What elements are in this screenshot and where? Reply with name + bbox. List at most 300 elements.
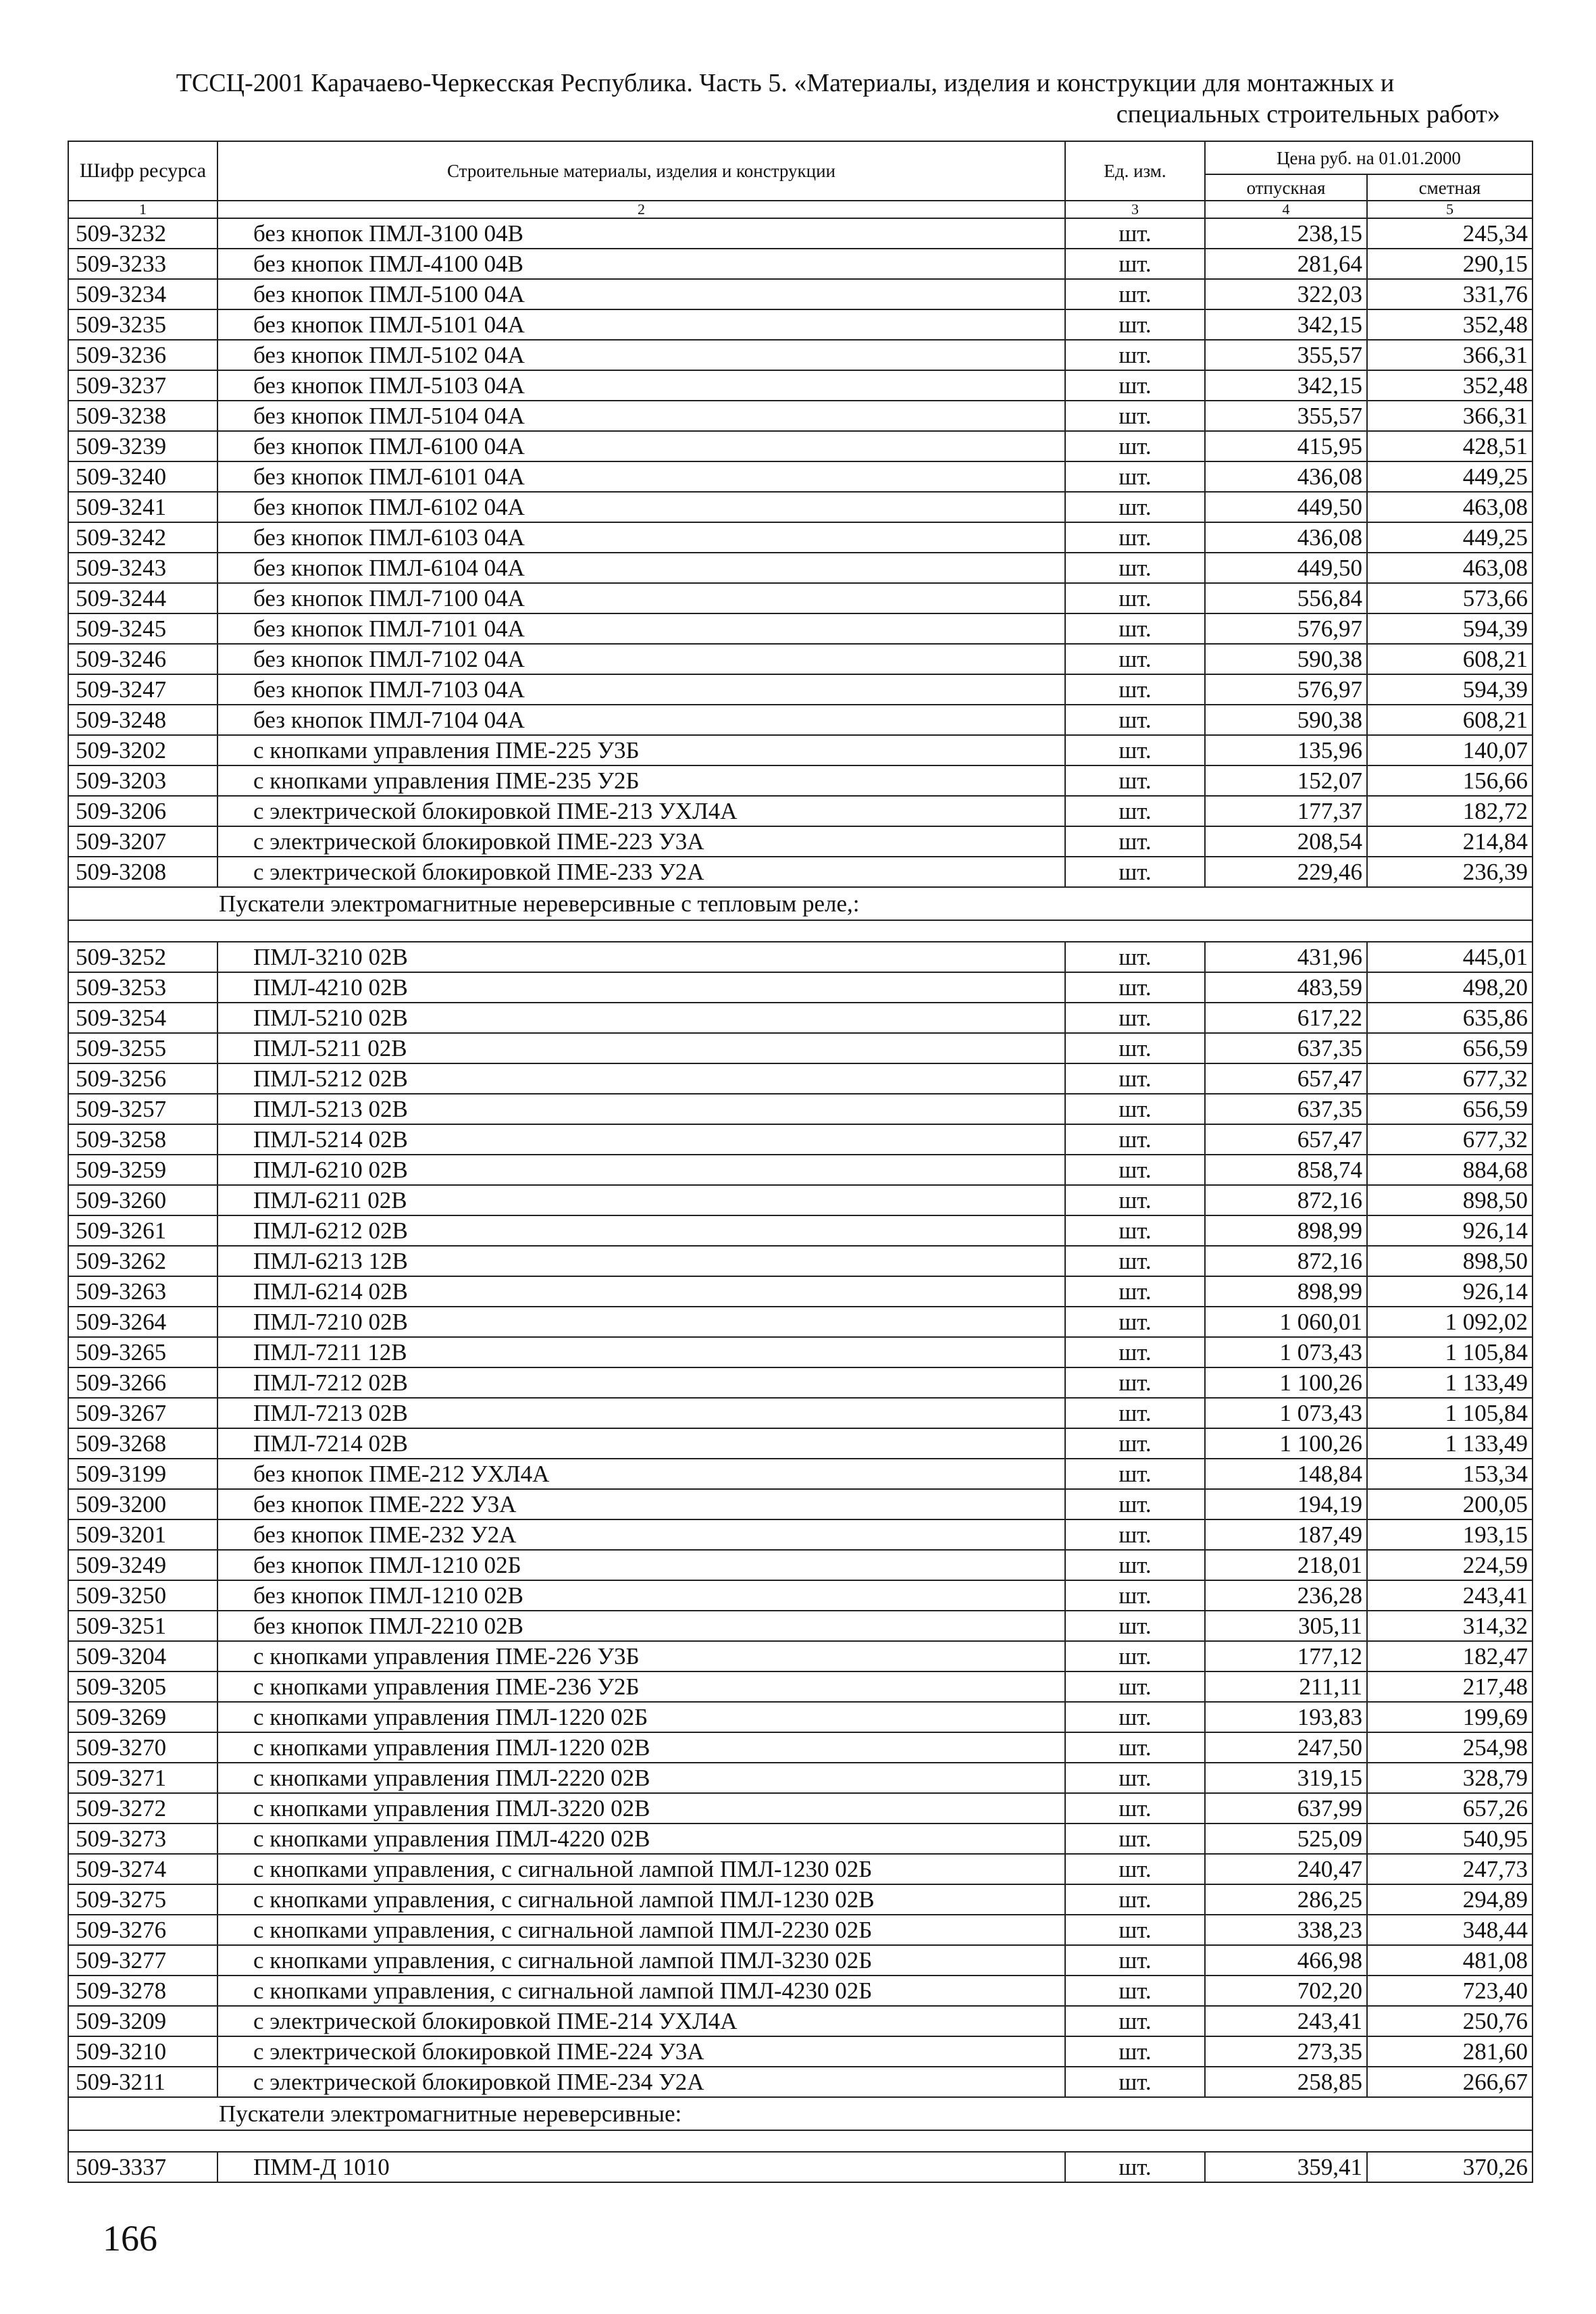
table-row — [68, 644, 1533, 674]
release-price: 898,99 — [1205, 1276, 1367, 1307]
resource-code: 509-3269 — [68, 1702, 217, 1732]
material-name: с электрической блокировкой ПМЕ-223 У3А — [217, 826, 1065, 857]
estimate-price: 199,69 — [1367, 1702, 1533, 1732]
resource-code: 509-3250 — [68, 1580, 217, 1611]
material-name: с кнопками управления ПМЕ-235 У2Б — [217, 765, 1065, 796]
material-name: без кнопок ПМЛ-6100 04А — [217, 431, 1065, 461]
resource-code: 509-3240 — [68, 461, 217, 492]
release-price: 211,11 — [1205, 1671, 1367, 1702]
unit-cell: шт. — [1065, 2067, 1205, 2097]
unit-cell: шт. — [1065, 1550, 1205, 1580]
table-row — [68, 1976, 1533, 2006]
section-spacer-row — [68, 920, 1533, 942]
estimate-price: 236,39 — [1367, 857, 1533, 887]
release-price: 247,50 — [1205, 1732, 1367, 1763]
header-price: Цена руб. на 01.01.2000 — [1205, 141, 1533, 174]
table-row — [68, 796, 1533, 826]
resource-code: 509-3232 — [68, 218, 217, 249]
unit-cell: шт. — [1065, 340, 1205, 370]
estimate-price: 1 105,84 — [1367, 1398, 1533, 1428]
estimate-price: 153,34 — [1367, 1459, 1533, 1489]
material-name: ПМЛ-5211 02В — [217, 1033, 1065, 1063]
resource-code: 509-3243 — [68, 553, 217, 583]
material-name: с кнопками управления, с сигнальной лампой ПМЛ-1230 02В — [217, 1884, 1065, 1915]
release-price: 135,96 — [1205, 735, 1367, 765]
estimate-price: 463,08 — [1367, 553, 1533, 583]
unit-cell: шт. — [1065, 431, 1205, 461]
resource-code: 509-3248 — [68, 705, 217, 735]
estimate-price: 926,14 — [1367, 1276, 1533, 1307]
release-price: 218,01 — [1205, 1550, 1367, 1580]
release-price: 657,47 — [1205, 1124, 1367, 1155]
unit-cell: шт. — [1065, 249, 1205, 279]
table-row — [68, 1063, 1533, 1094]
material-name: без кнопок ПМЛ-4100 04В — [217, 249, 1065, 279]
unit-cell: шт. — [1065, 796, 1205, 826]
column-number: 5 — [1367, 201, 1533, 218]
resource-code: 509-3337 — [68, 2152, 217, 2182]
release-price: 872,16 — [1205, 1185, 1367, 1215]
estimate-price: 1 105,84 — [1367, 1337, 1533, 1367]
header-release: отпускная — [1205, 174, 1367, 201]
unit-cell: шт. — [1065, 705, 1205, 735]
release-price: 193,83 — [1205, 1702, 1367, 1732]
resource-code: 509-3204 — [68, 1641, 217, 1671]
column-number: 1 — [68, 201, 217, 218]
material-name: с кнопками управления, с сигнальной лампой ПМЛ-4230 02Б — [217, 1976, 1065, 2006]
unit-cell: шт. — [1065, 1793, 1205, 1823]
estimate-price: 156,66 — [1367, 765, 1533, 796]
estimate-price: 224,59 — [1367, 1550, 1533, 1580]
table-row — [68, 431, 1533, 461]
material-name: с кнопками управления, с сигнальной лампой ПМЛ-2230 02Б — [217, 1915, 1065, 1945]
estimate-price: 281,60 — [1367, 2036, 1533, 2067]
material-name: без кнопок ПМЛ-6104 04А — [217, 553, 1065, 583]
release-price: 1 073,43 — [1205, 1398, 1367, 1428]
material-name: с электрической блокировкой ПМЕ-224 У3А — [217, 2036, 1065, 2067]
release-price: 305,11 — [1205, 1611, 1367, 1641]
release-price: 415,95 — [1205, 431, 1367, 461]
resource-code: 509-3276 — [68, 1915, 217, 1945]
unit-cell: шт. — [1065, 1945, 1205, 1976]
unit-cell: шт. — [1065, 1124, 1205, 1155]
release-price: 240,47 — [1205, 1854, 1367, 1884]
unit-cell: шт. — [1065, 1215, 1205, 1246]
estimate-price: 428,51 — [1367, 431, 1533, 461]
unit-cell: шт. — [1065, 1033, 1205, 1063]
material-name: без кнопок ПМЛ-1210 02Б — [217, 1550, 1065, 1580]
table-row — [68, 942, 1533, 972]
material-name: ПМЛ-6212 02В — [217, 1215, 1065, 1246]
resource-code: 509-3270 — [68, 1732, 217, 1763]
resource-code: 509-3273 — [68, 1823, 217, 1854]
table-row — [68, 1215, 1533, 1246]
estimate-price: 463,08 — [1367, 492, 1533, 522]
material-name: с кнопками управления ПМЛ-4220 02В — [217, 1823, 1065, 1854]
release-price: 238,15 — [1205, 218, 1367, 249]
table-row — [68, 1823, 1533, 1854]
release-price: 1 100,26 — [1205, 1428, 1367, 1459]
unit-cell: шт. — [1065, 613, 1205, 644]
material-name: без кнопок ПМЕ-232 У2А — [217, 1519, 1065, 1550]
table-row — [68, 279, 1533, 309]
material-name: с электрической блокировкой ПМЕ-233 У2А — [217, 857, 1065, 887]
material-name: с кнопками управления, с сигнальной лампой ПМЛ-1230 02Б — [217, 1854, 1065, 1884]
table-row — [68, 1550, 1533, 1580]
resource-code: 509-3256 — [68, 1063, 217, 1094]
unit-cell: шт. — [1065, 461, 1205, 492]
estimate-price: 182,72 — [1367, 796, 1533, 826]
table-row — [68, 309, 1533, 340]
estimate-price: 445,01 — [1367, 942, 1533, 972]
table-row — [68, 1915, 1533, 1945]
material-name: ПМЛ-5210 02В — [217, 1003, 1065, 1033]
estimate-price: 656,59 — [1367, 1033, 1533, 1063]
material-name: без кнопок ПМЛ-7101 04А — [217, 613, 1065, 644]
resource-code: 509-3268 — [68, 1428, 217, 1459]
resource-code: 509-3233 — [68, 249, 217, 279]
resource-code: 509-3238 — [68, 401, 217, 431]
release-price: 436,08 — [1205, 461, 1367, 492]
table-row — [68, 826, 1533, 857]
estimate-price: 540,95 — [1367, 1823, 1533, 1854]
unit-cell: шт. — [1065, 1003, 1205, 1033]
unit-cell: шт. — [1065, 553, 1205, 583]
release-price: 590,38 — [1205, 705, 1367, 735]
release-price: 342,15 — [1205, 309, 1367, 340]
release-price: 657,47 — [1205, 1063, 1367, 1094]
material-name: ПМЛ-4210 02В — [217, 972, 1065, 1003]
resource-code: 509-3261 — [68, 1215, 217, 1246]
release-price: 1 100,26 — [1205, 1367, 1367, 1398]
resource-code: 509-3209 — [68, 2006, 217, 2036]
unit-cell: шт. — [1065, 1580, 1205, 1611]
unit-cell: шт. — [1065, 1246, 1205, 1276]
unit-cell: шт. — [1065, 1185, 1205, 1215]
release-price: 1 060,01 — [1205, 1307, 1367, 1337]
material-name: с электрической блокировкой ПМЕ-234 У2А — [217, 2067, 1065, 2097]
unit-cell: шт. — [1065, 218, 1205, 249]
estimate-price: 677,32 — [1367, 1063, 1533, 1094]
material-name: с кнопками управления ПМЛ-1220 02Б — [217, 1702, 1065, 1732]
material-name: с кнопками управления ПМЕ-225 У3Б — [217, 735, 1065, 765]
table-row — [68, 735, 1533, 765]
material-name: ПМЛ-6213 12В — [217, 1246, 1065, 1276]
estimate-price: 250,76 — [1367, 2006, 1533, 2036]
table-row — [68, 2152, 1533, 2182]
unit-cell: шт. — [1065, 1641, 1205, 1671]
table-row — [68, 1124, 1533, 1155]
estimate-price: 254,98 — [1367, 1732, 1533, 1763]
unit-cell: шт. — [1065, 1276, 1205, 1307]
material-name: без кнопок ПМЕ-212 УХЛ4А — [217, 1459, 1065, 1489]
release-price: 286,25 — [1205, 1884, 1367, 1915]
resource-code: 509-3277 — [68, 1945, 217, 1976]
release-price: 637,35 — [1205, 1094, 1367, 1124]
release-price: 177,37 — [1205, 796, 1367, 826]
material-name: ПМЛ-7214 02В — [217, 1428, 1065, 1459]
unit-cell: шт. — [1065, 1823, 1205, 1854]
estimate-price: 926,14 — [1367, 1215, 1533, 1246]
table-row — [68, 2067, 1533, 2097]
resource-code: 509-3275 — [68, 1884, 217, 1915]
page-number: 166 — [103, 2218, 157, 2259]
estimate-price: 898,50 — [1367, 1185, 1533, 1215]
resource-code: 509-3253 — [68, 972, 217, 1003]
estimate-price: 290,15 — [1367, 249, 1533, 279]
unit-cell: шт. — [1065, 1428, 1205, 1459]
release-price: 576,97 — [1205, 613, 1367, 644]
estimate-price: 266,67 — [1367, 2067, 1533, 2097]
resource-code: 509-3278 — [68, 1976, 217, 2006]
resource-code: 509-3257 — [68, 1094, 217, 1124]
table-row — [68, 1459, 1533, 1489]
table-row — [68, 1428, 1533, 1459]
release-price: 466,98 — [1205, 1945, 1367, 1976]
table-row — [68, 1671, 1533, 1702]
resource-code: 509-3244 — [68, 583, 217, 613]
estimate-price: 608,21 — [1367, 705, 1533, 735]
table-row — [68, 583, 1533, 613]
material-name: без кнопок ПМЛ-5103 04А — [217, 370, 1065, 401]
resource-code: 509-3265 — [68, 1337, 217, 1367]
material-name: ПМЛ-7212 02В — [217, 1367, 1065, 1398]
section-spacer-row — [68, 2130, 1533, 2152]
title-line-1: ТССЦ-2001 Карачаево-Черкесская Республика. Часть 5. «Материалы, изделия и конструкции для монтажных и — [176, 69, 1395, 97]
section-heading-row — [68, 2097, 1533, 2130]
resource-code: 509-3208 — [68, 857, 217, 887]
release-price: 359,41 — [1205, 2152, 1367, 2182]
table-row — [68, 1732, 1533, 1763]
release-price: 637,99 — [1205, 1793, 1367, 1823]
table-row — [68, 674, 1533, 705]
material-name: с кнопками управления ПМЛ-3220 02В — [217, 1793, 1065, 1823]
estimate-price: 366,31 — [1367, 340, 1533, 370]
resource-code: 509-3251 — [68, 1611, 217, 1641]
table-row — [68, 1307, 1533, 1337]
unit-cell: шт. — [1065, 1854, 1205, 1884]
release-price: 1 073,43 — [1205, 1337, 1367, 1367]
table-row — [68, 1793, 1533, 1823]
material-name: без кнопок ПМЛ-5101 04А — [217, 309, 1065, 340]
material-name: без кнопок ПМЛ-5104 04А — [217, 401, 1065, 431]
estimate-price: 182,47 — [1367, 1641, 1533, 1671]
estimate-price: 348,44 — [1367, 1915, 1533, 1945]
estimate-price: 247,73 — [1367, 1854, 1533, 1884]
material-name: ПМЛ-3210 02В — [217, 942, 1065, 972]
release-price: 525,09 — [1205, 1823, 1367, 1854]
unit-cell: шт. — [1065, 2006, 1205, 2036]
unit-cell: шт. — [1065, 1976, 1205, 2006]
table-row — [68, 401, 1533, 431]
estimate-price: 200,05 — [1367, 1489, 1533, 1519]
estimate-price: 656,59 — [1367, 1094, 1533, 1124]
material-name: с кнопками управления ПМЛ-1220 02В — [217, 1732, 1065, 1763]
release-price: 436,08 — [1205, 522, 1367, 553]
resource-code: 509-3263 — [68, 1276, 217, 1307]
release-price: 483,59 — [1205, 972, 1367, 1003]
release-price: 187,49 — [1205, 1519, 1367, 1550]
unit-cell: шт. — [1065, 942, 1205, 972]
resource-code: 509-3272 — [68, 1793, 217, 1823]
document-title — [68, 68, 1503, 130]
material-name: без кнопок ПМЛ-3100 04В — [217, 218, 1065, 249]
unit-cell: шт. — [1065, 1519, 1205, 1550]
release-price: 355,57 — [1205, 340, 1367, 370]
estimate-price: 657,26 — [1367, 1793, 1533, 1823]
unit-cell: шт. — [1065, 674, 1205, 705]
section-heading-row — [68, 887, 1533, 920]
estimate-price: 608,21 — [1367, 644, 1533, 674]
material-name: ПМЛ-5213 02В — [217, 1094, 1065, 1124]
table-row — [68, 461, 1533, 492]
resource-code: 509-3264 — [68, 1307, 217, 1337]
estimate-price: 573,66 — [1367, 583, 1533, 613]
estimate-price: 314,32 — [1367, 1611, 1533, 1641]
resource-code: 509-3258 — [68, 1124, 217, 1155]
material-name: без кнопок ПМЛ-6102 04А — [217, 492, 1065, 522]
table-row — [68, 2006, 1533, 2036]
table-row — [68, 249, 1533, 279]
estimate-price: 217,48 — [1367, 1671, 1533, 1702]
unit-cell: шт. — [1065, 1307, 1205, 1337]
header-code: Шифр ресурса — [68, 141, 217, 201]
table-row — [68, 1003, 1533, 1033]
estimate-price: 635,86 — [1367, 1003, 1533, 1033]
estimate-price: 193,15 — [1367, 1519, 1533, 1550]
estimate-price: 243,41 — [1367, 1580, 1533, 1611]
estimate-price: 140,07 — [1367, 735, 1533, 765]
header-row-1 — [68, 141, 1533, 174]
estimate-price: 449,25 — [1367, 522, 1533, 553]
table-row — [68, 1945, 1533, 1976]
unit-cell: шт. — [1065, 972, 1205, 1003]
estimate-price: 245,34 — [1367, 218, 1533, 249]
unit-cell: шт. — [1065, 735, 1205, 765]
resource-code: 509-3267 — [68, 1398, 217, 1428]
unit-cell: шт. — [1065, 1398, 1205, 1428]
material-name: с кнопками управления ПМЕ-226 У3Б — [217, 1641, 1065, 1671]
material-name: без кнопок ПМЛ-2210 02В — [217, 1611, 1065, 1641]
table-row — [68, 1337, 1533, 1367]
table-row — [68, 1276, 1533, 1307]
unit-cell: шт. — [1065, 1763, 1205, 1793]
section-heading: Пускатели электромагнитные нереверсивные с тепловым реле,: — [68, 887, 1533, 920]
table-row — [68, 1611, 1533, 1641]
estimate-price: 449,25 — [1367, 461, 1533, 492]
material-name: ПМЛ-7213 02В — [217, 1398, 1065, 1428]
header-estimate: сметная — [1367, 174, 1533, 201]
table-row — [68, 1367, 1533, 1398]
release-price: 342,15 — [1205, 370, 1367, 401]
material-name: ПМЛ-5212 02В — [217, 1063, 1065, 1094]
material-name: ПМЛ-6210 02В — [217, 1155, 1065, 1185]
resource-code: 509-3210 — [68, 2036, 217, 2067]
table-row — [68, 972, 1533, 1003]
unit-cell: шт. — [1065, 1063, 1205, 1094]
table-row — [68, 1519, 1533, 1550]
material-name: без кнопок ПМЛ-7102 04А — [217, 644, 1065, 674]
unit-cell: шт. — [1065, 401, 1205, 431]
estimate-price: 366,31 — [1367, 401, 1533, 431]
estimate-price: 594,39 — [1367, 613, 1533, 644]
estimate-price: 352,48 — [1367, 370, 1533, 401]
resource-code: 509-3236 — [68, 340, 217, 370]
estimate-price: 352,48 — [1367, 309, 1533, 340]
material-name: ПМЛ-7211 12В — [217, 1337, 1065, 1367]
resource-code: 509-3199 — [68, 1459, 217, 1489]
table-row — [68, 492, 1533, 522]
unit-cell: шт. — [1065, 644, 1205, 674]
resource-code: 509-3211 — [68, 2067, 217, 2097]
release-price: 322,03 — [1205, 279, 1367, 309]
release-price: 281,64 — [1205, 249, 1367, 279]
unit-cell: шт. — [1065, 765, 1205, 796]
table-row — [68, 1246, 1533, 1276]
resource-code: 509-3245 — [68, 613, 217, 644]
release-price: 898,99 — [1205, 1215, 1367, 1246]
release-price: 431,96 — [1205, 942, 1367, 972]
resource-code: 509-3234 — [68, 279, 217, 309]
release-price: 702,20 — [1205, 1976, 1367, 2006]
table-row — [68, 340, 1533, 370]
resource-code: 509-3252 — [68, 942, 217, 972]
unit-cell: шт. — [1065, 1671, 1205, 1702]
material-name: без кнопок ПМЛ-7104 04А — [217, 705, 1065, 735]
column-number: 3 — [1065, 201, 1205, 218]
table-row — [68, 1185, 1533, 1215]
material-name: с кнопками управления ПМЛ-2220 02В — [217, 1763, 1065, 1793]
resource-code: 509-3241 — [68, 492, 217, 522]
resource-code: 509-3201 — [68, 1519, 217, 1550]
material-name: ПМЛ-7210 02В — [217, 1307, 1065, 1337]
table-row — [68, 1094, 1533, 1124]
resource-code: 509-3259 — [68, 1155, 217, 1185]
unit-cell: шт. — [1065, 279, 1205, 309]
release-price: 355,57 — [1205, 401, 1367, 431]
material-name: с электрической блокировкой ПМЕ-214 УХЛ4А — [217, 2006, 1065, 2036]
estimate-price: 481,08 — [1367, 1945, 1533, 1976]
table-row — [68, 218, 1533, 249]
estimate-price: 331,76 — [1367, 279, 1533, 309]
release-price: 177,12 — [1205, 1641, 1367, 1671]
estimate-price: 594,39 — [1367, 674, 1533, 705]
unit-cell: шт. — [1065, 1367, 1205, 1398]
resource-code: 509-3242 — [68, 522, 217, 553]
resource-code: 509-3255 — [68, 1033, 217, 1063]
estimate-price: 677,32 — [1367, 1124, 1533, 1155]
table-row — [68, 1398, 1533, 1428]
resource-code: 509-3205 — [68, 1671, 217, 1702]
table-row — [68, 765, 1533, 796]
release-price: 449,50 — [1205, 492, 1367, 522]
material-name: ПМЛ-6211 02В — [217, 1185, 1065, 1215]
material-name: ПМЛ-5214 02В — [217, 1124, 1065, 1155]
estimate-price: 884,68 — [1367, 1155, 1533, 1185]
material-name: без кнопок ПМЛ-5102 04А — [217, 340, 1065, 370]
unit-cell: шт. — [1065, 1094, 1205, 1124]
estimate-price: 370,26 — [1367, 2152, 1533, 2182]
release-price: 590,38 — [1205, 644, 1367, 674]
release-price: 556,84 — [1205, 583, 1367, 613]
resource-code: 509-3262 — [68, 1246, 217, 1276]
table-row — [68, 1155, 1533, 1185]
table-row — [68, 1489, 1533, 1519]
table-row — [68, 2036, 1533, 2067]
unit-cell: шт. — [1065, 583, 1205, 613]
release-price: 152,07 — [1205, 765, 1367, 796]
table-row — [68, 1580, 1533, 1611]
